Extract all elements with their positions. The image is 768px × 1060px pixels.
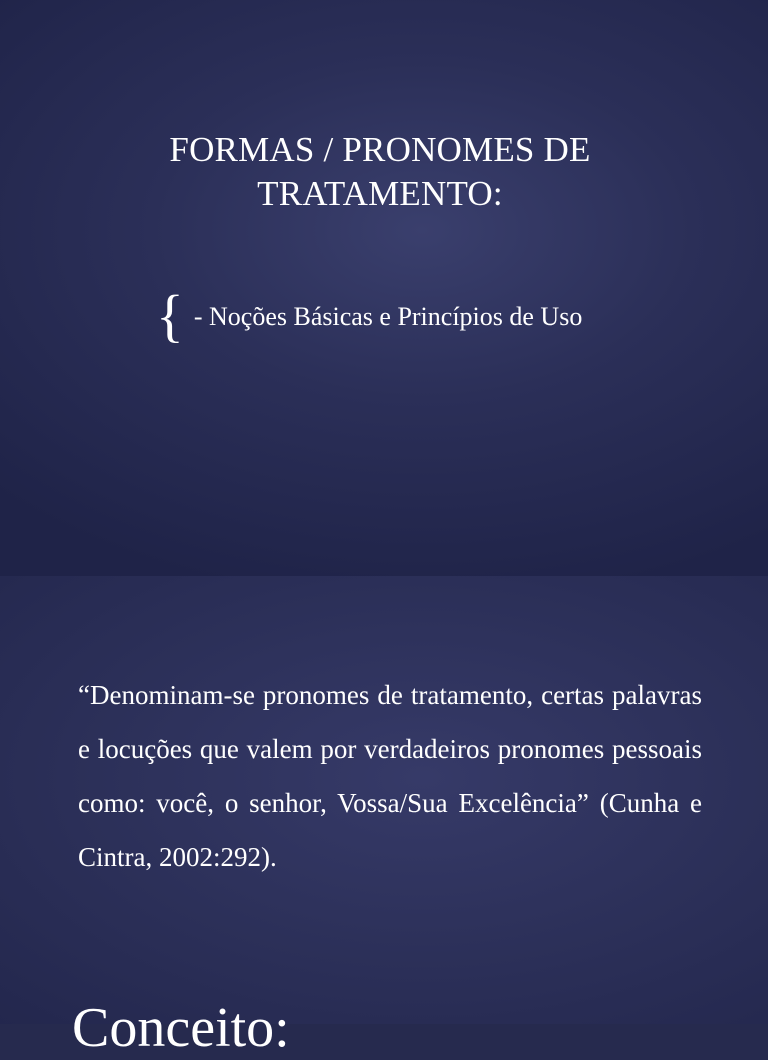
- curly-brace-icon: {: [156, 283, 184, 348]
- slide-subtitle: - Noções Básicas e Princípios de Uso: [193, 302, 583, 331]
- subtitle-row: [156, 284, 582, 354]
- definition-slide: [0, 576, 768, 1059]
- definition-quote: “Denominam-se pronomes de tratamento, certas palavras e locuções que valem por verdadeiros pronomes pessoais como: você, o senhor, Vossa/Sua Excelência” (Cunha e Cintra, 2002:292).: [78, 680, 702, 872]
- slide-title: FORMAS / PRONOMES DE TRATAMENTO:: [169, 130, 591, 213]
- concept-heading: Conceito:: [72, 997, 290, 1059]
